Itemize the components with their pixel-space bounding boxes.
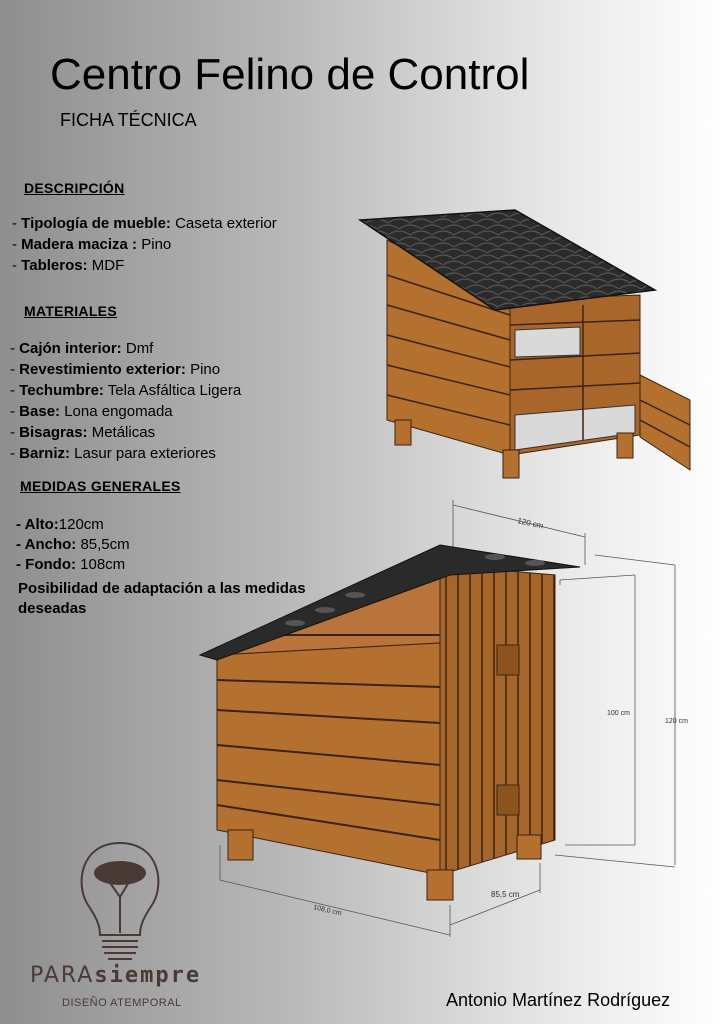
- item-key: Base:: [19, 403, 61, 420]
- item-key: Tableros:: [21, 257, 88, 274]
- list-item: [10, 380, 241, 401]
- item-key: Techumbre:: [19, 382, 104, 399]
- bullet: -: [10, 424, 20, 441]
- bullet: -: [12, 236, 22, 253]
- bullet: -: [10, 445, 20, 462]
- adaptation-note: Posibilidad de adaptación a las medidas deseadas: [18, 580, 306, 617]
- cat-house-render-open: [355, 205, 700, 485]
- list-item: [12, 255, 277, 276]
- item-key: Revestimiento exterior:: [19, 361, 186, 378]
- item-key: Cajón interior:: [19, 340, 122, 357]
- list-item: [12, 213, 277, 234]
- item-key: Alto:: [24, 516, 59, 533]
- dim-depth-label: 108,0 cm: [312, 904, 343, 918]
- dim-top-label: 120 cm: [516, 516, 545, 531]
- item-value: 120cm: [58, 516, 104, 533]
- page-subtitle: FICHA TÉCNICA: [60, 110, 197, 130]
- item-value: Lona engomada: [60, 403, 173, 420]
- bullet: -: [12, 215, 22, 232]
- bullet: -: [10, 361, 20, 378]
- list-item: [16, 535, 130, 555]
- cat-house-render-closed: [195, 495, 695, 940]
- bullet: -: [16, 516, 25, 533]
- list-item: [16, 555, 130, 575]
- item-value: Pino: [185, 361, 221, 378]
- list-item: [10, 401, 241, 422]
- bullet: -: [16, 536, 25, 553]
- materiales-list: [10, 338, 241, 464]
- item-value: Tela Asfáltica Ligera: [103, 382, 242, 399]
- item-key: Madera maciza :: [21, 236, 138, 253]
- list-item: [10, 443, 241, 464]
- item-key: Bisagras:: [19, 424, 88, 441]
- page-title: Centro Felino de Control: [50, 50, 530, 99]
- item-key: Fondo:: [25, 556, 76, 573]
- brand-logo-text: [30, 963, 201, 988]
- bullet: -: [10, 340, 20, 357]
- brand-tagline: DISEÑO ATEMPORAL: [62, 997, 182, 1009]
- bullet: -: [10, 382, 20, 399]
- item-key: Barniz:: [19, 445, 71, 462]
- item-value: 85,5cm: [76, 536, 130, 553]
- bullet: -: [10, 403, 20, 420]
- item-value: Caseta exterior: [170, 215, 277, 232]
- item-value: Metálicas: [87, 424, 156, 441]
- dim-height-total-label: 120 cm: [665, 718, 688, 725]
- item-key: Tipología de mueble:: [21, 215, 171, 232]
- author-name: Antonio Martínez Rodríguez: [446, 990, 671, 1010]
- section-heading-descripcion: DESCRIPCIÓN: [24, 180, 125, 196]
- bullet: -: [12, 257, 22, 274]
- item-value: 108cm: [75, 556, 126, 573]
- brand-name-bold: siempre: [94, 963, 202, 988]
- list-item: [12, 234, 277, 255]
- section-heading-materiales: MATERIALES: [24, 303, 117, 319]
- list-item: [10, 359, 241, 380]
- medidas-list: [16, 515, 130, 575]
- item-value: Lasur para exteriores: [70, 445, 216, 462]
- dim-height-inner-label: 100 cm: [607, 710, 630, 717]
- list-item: [10, 422, 241, 443]
- list-item: [16, 515, 130, 535]
- bullet: -: [16, 556, 26, 573]
- descripcion-list: [12, 213, 277, 276]
- item-value: Pino: [137, 236, 172, 253]
- list-item: [10, 338, 241, 359]
- item-value: MDF: [87, 257, 125, 274]
- lightbulb-tree-logo-icon: [20, 835, 220, 1020]
- section-heading-medidas: MEDIDAS GENERALES: [20, 478, 181, 494]
- item-key: Ancho:: [24, 536, 77, 553]
- brand-name-light: PARA: [30, 963, 95, 988]
- dim-width-label: 85,5 cm: [491, 890, 520, 899]
- item-value: Dmf: [121, 340, 154, 357]
